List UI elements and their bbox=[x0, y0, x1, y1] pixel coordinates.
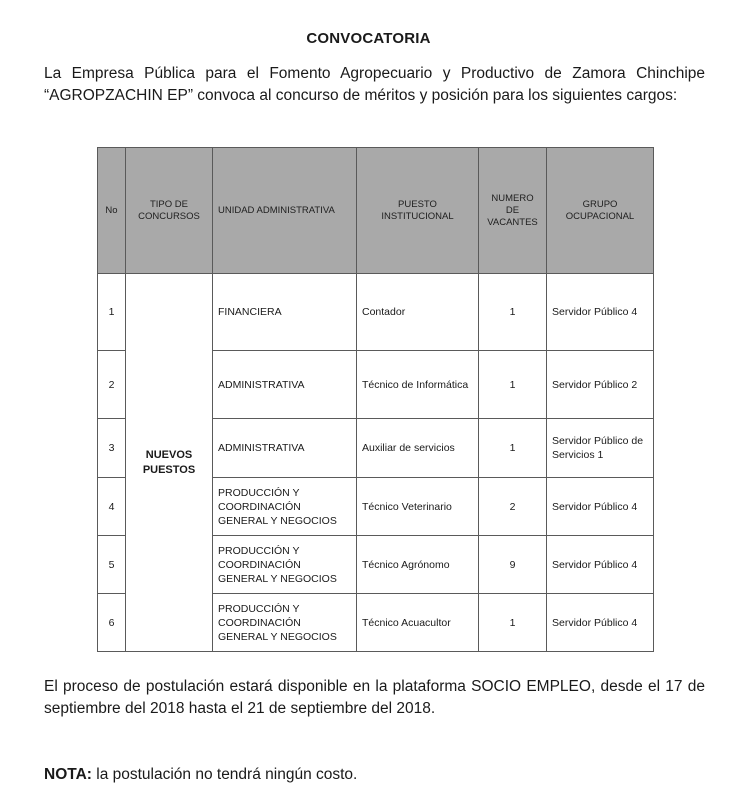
cell-vacantes: 1 bbox=[479, 419, 547, 478]
cell-vacantes: 1 bbox=[479, 351, 547, 419]
table-row bbox=[98, 274, 654, 351]
cell-puesto: Técnico Agrónomo bbox=[357, 536, 479, 594]
table-header-row bbox=[98, 148, 654, 274]
header-puesto: PUESTO INSTITUCIONAL bbox=[357, 148, 479, 274]
header-no: No bbox=[98, 148, 126, 274]
header-vacantes: NUMERO DE VACANTES bbox=[479, 148, 547, 274]
cell-grupo: Servidor Público 4 bbox=[547, 594, 654, 652]
postulacion-paragraph: El proceso de postulación estará disponible en la plataforma SOCIO EMPLEO, desde el 17 de septiembre del 2018 hasta el 21 de septiembre del 2018. bbox=[44, 678, 705, 717]
document-title: CONVOCATORIA bbox=[306, 30, 431, 47]
cell-unidad: ADMINISTRATIVA bbox=[213, 419, 357, 478]
cell-vacantes: 9 bbox=[479, 536, 547, 594]
cell-no: 5 bbox=[98, 536, 126, 594]
cell-unidad: ADMINISTRATIVA bbox=[213, 351, 357, 419]
nota-line bbox=[44, 766, 357, 784]
cell-vacantes: 2 bbox=[479, 478, 547, 536]
cell-grupo: Servidor Público 4 bbox=[547, 536, 654, 594]
header-tipo: TIPO DE CONCURSOS bbox=[126, 148, 213, 274]
cell-tipo-concurso: NUEVOS PUESTOS bbox=[126, 274, 213, 652]
cell-grupo: Servidor Público 4 bbox=[547, 274, 654, 351]
nota-label: NOTA: bbox=[44, 766, 92, 783]
intro-paragraph: La Empresa Pública para el Fomento Agropecuario y Productivo de Zamora Chinchipe “AGROPZACHIN EP” convoca al concurso de méritos y posición para los siguientes cargos: bbox=[44, 65, 705, 104]
cell-unidad: FINANCIERA bbox=[213, 274, 357, 351]
cell-unidad: PRODUCCIÓN Y COORDINACIÓN GENERAL Y NEGOCIOS bbox=[213, 536, 357, 594]
cell-unidad: PRODUCCIÓN Y COORDINACIÓN GENERAL Y NEGOCIOS bbox=[213, 478, 357, 536]
cell-puesto: Técnico de Informática bbox=[357, 351, 479, 419]
cell-no: 3 bbox=[98, 419, 126, 478]
cell-no: 1 bbox=[98, 274, 126, 351]
cell-unidad: PRODUCCIÓN Y COORDINACIÓN GENERAL Y NEGOCIOS bbox=[213, 594, 357, 652]
header-grupo: GRUPO OCUPACIONAL bbox=[547, 148, 654, 274]
cell-puesto: Técnico Veterinario bbox=[357, 478, 479, 536]
nota-text: la postulación no tendrá ningún costo. bbox=[91, 766, 358, 783]
cell-vacantes: 1 bbox=[479, 274, 547, 351]
cell-no: 2 bbox=[98, 351, 126, 419]
cell-puesto: Auxiliar de servicios bbox=[357, 419, 479, 478]
cell-grupo: Servidor Público de Servicios 1 bbox=[547, 419, 654, 478]
cell-no: 4 bbox=[98, 478, 126, 536]
cell-puesto: Técnico Acuacultor bbox=[357, 594, 479, 652]
convocatoria-table bbox=[97, 147, 654, 652]
cell-grupo: Servidor Público 4 bbox=[547, 478, 654, 536]
cell-vacantes: 1 bbox=[479, 594, 547, 652]
cell-puesto: Contador bbox=[357, 274, 479, 351]
header-unidad: UNIDAD ADMINISTRATIVA bbox=[213, 148, 357, 274]
cell-no: 6 bbox=[98, 594, 126, 652]
cell-grupo: Servidor Público 2 bbox=[547, 351, 654, 419]
